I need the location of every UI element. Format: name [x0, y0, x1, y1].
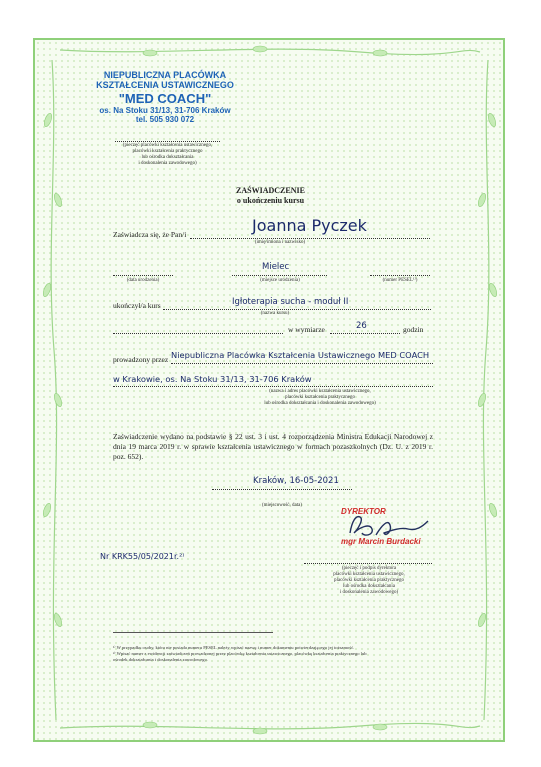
hours-unit: godzin — [403, 325, 424, 334]
title-main: ZAŚWIADCZENIE — [236, 186, 305, 195]
stamp-dotted-line — [115, 141, 220, 142]
school-line1: NIEPUBLICZNA PLACÓWKA — [103, 70, 227, 80]
hours-label: w wymiarze — [288, 325, 325, 334]
name-dotted-line — [190, 238, 430, 239]
footnotes: ¹⁾ W przypadku osoby, która nie posiada numeru PESEL należy wpisać nazwę i numer dokumentu potwierdzającego jej tożsamość. ²⁾ Wpisać numer z ewidencji zaświadczeń prowadzonej przez placówkę kształcenia ustawicznego, placówkę kształcenia praktycznego lub ośrodek dokształcania i doskonalenia zawodowego. — [113, 645, 367, 662]
course-caption: (nazwa kursu) — [260, 311, 290, 316]
hours-lead-line — [113, 333, 283, 334]
provider-label: prowadzony przez — [113, 355, 169, 364]
issue-place-date: Kraków, 16-05-2021 — [253, 476, 339, 486]
director-title: DYREKTOR — [341, 507, 386, 516]
issue-caption: (miejscowość, data) — [262, 503, 302, 508]
birth-place-line — [232, 275, 327, 276]
course-dotted-line — [163, 309, 431, 310]
school-stamp — [85, 70, 245, 124]
document-number: Nr KRK55/05/2021r.²⁾ — [100, 552, 185, 561]
pesel-line — [370, 275, 430, 276]
person-name: Joanna Pyczek — [252, 216, 367, 235]
issue-line — [212, 489, 352, 490]
school-name: "MED COACH" — [118, 91, 212, 106]
birth-place-caption: (miejsce urodzenia) — [260, 278, 300, 283]
pesel-caption: (numer PESEL¹⁾) — [382, 278, 418, 283]
signature-line — [304, 563, 432, 564]
hours-value: 26 — [356, 321, 367, 331]
legal-text: Zaświadczenie wydano na podstawie § 22 ust. 3 i ust. 4 rozporządzenia Ministra Edukacji Narodowej z dnia 19 marca 2019 r. w sprawie kształcenia ustawicznego w formach pozaszkolnych (Dz. U. z 2019 r. poz. 652). — [113, 432, 433, 461]
provider-address: w Krakowie, os. Na Stoku 31/13, 31-706 Kraków — [113, 374, 312, 384]
provider-caption: (nazwa i adres placówki kształcenia ustawicznego, placówki kształcenia praktycznego lub ośrodka dokształcania i doskonalenia zawodowego) — [264, 389, 376, 406]
birth-place: Mielec — [262, 262, 290, 272]
course-label: ukończył/a kurs — [113, 301, 161, 310]
course-name: Igłoterapia sucha - moduł II — [232, 297, 349, 307]
footnote-rule — [113, 632, 273, 633]
school-line2: KSZTAŁCENIA USTAWICZNEGO — [96, 80, 234, 90]
title-sub: o ukończeniu kursu — [236, 196, 305, 205]
stamp-caption: (pieczęć placówki kształcenia ustawicznego, placówki kształcenia praktycznego lub ośrodka dokształcania i doskonalenia zawodowego) — [122, 143, 213, 166]
school-address: os. Na Stoku 31/13, 31-706 Kraków — [99, 106, 231, 115]
provider-address-line — [113, 386, 433, 387]
director-name: mgr Marcin Burdacki — [341, 537, 421, 546]
birth-date-caption: (data urodzenia) — [126, 278, 160, 283]
document-title — [0, 186, 541, 206]
provider-line — [171, 363, 433, 364]
provider-name: Niepubliczna Placówka Kształcenia Ustawicznego MED COACH — [171, 350, 430, 360]
name-caption: (imię/imiona i nazwisko) — [254, 240, 306, 245]
school-phone: tel. 505 930 072 — [135, 115, 195, 124]
hours-dotted-line — [330, 333, 400, 334]
certify-label: Zaświadcza się, że Pan/i — [113, 230, 187, 239]
birth-date-line — [113, 275, 173, 276]
signature-caption: (pieczęć i podpis dyrektora placówki kształcenia ustawicznego, placówki kształcenia praktycznego lub ośrodka dokształcania i doskonalenia zawodowego) — [333, 566, 405, 595]
